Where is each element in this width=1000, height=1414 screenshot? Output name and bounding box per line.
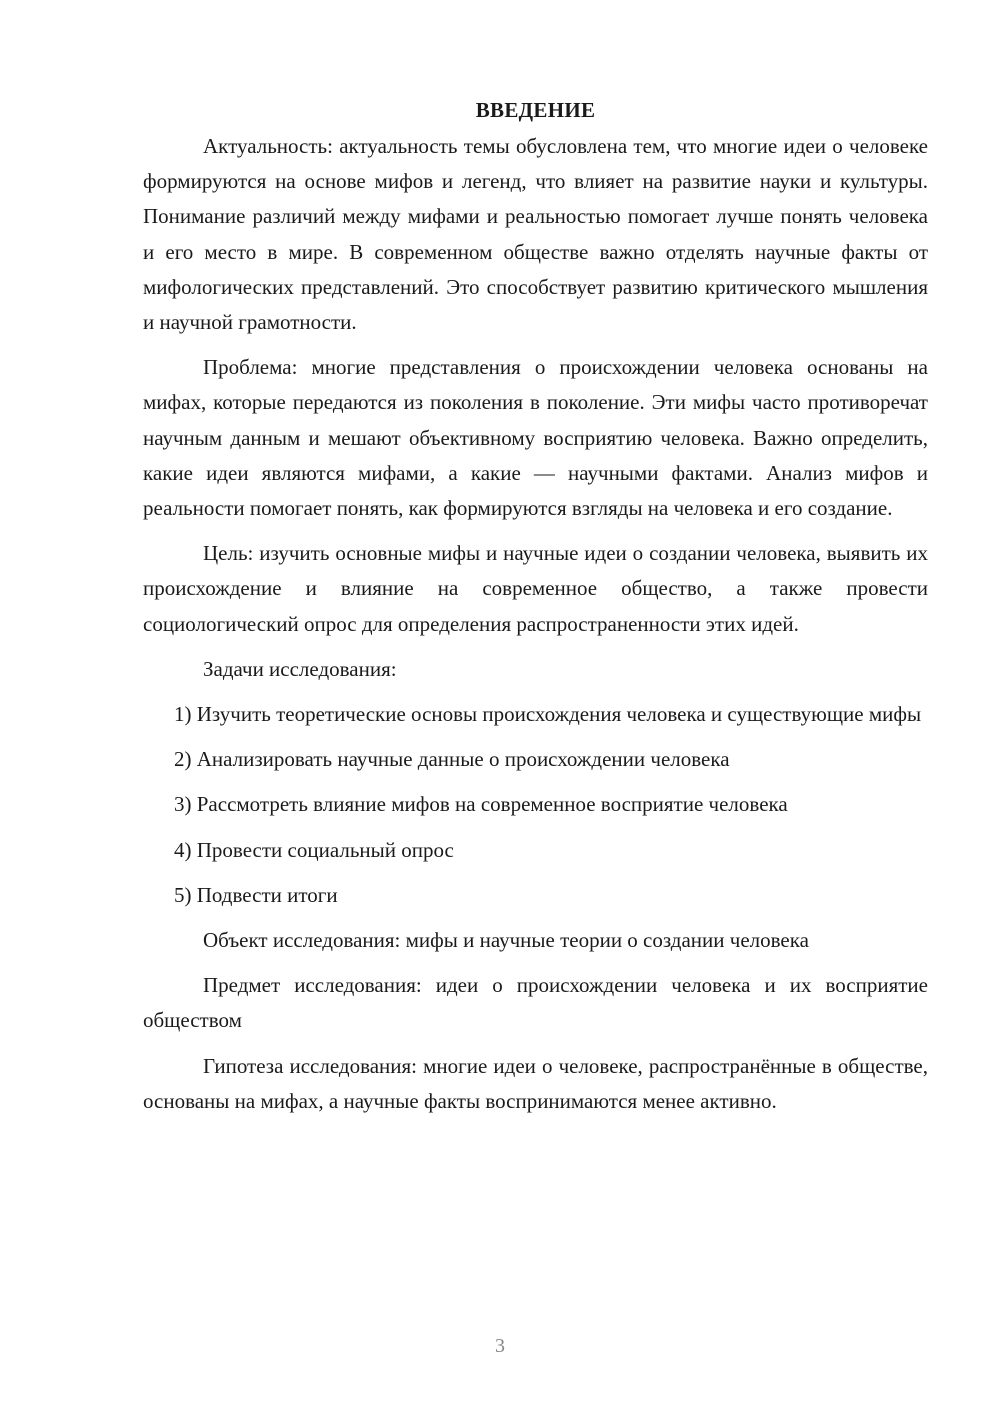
task-item: 2) Анализировать научные данные о происхождении человека <box>174 747 730 772</box>
task-item: 4) Провести социальный опрос <box>174 837 454 862</box>
problem-paragraph: Проблема: многие представления о происхождении человека основаны на мифах, которые передаются из поколения в поколение. Эти мифы часто противоречат научным данным и мешают объективному восприятию человека. Важно определить, какие идеи являются мифами, а какие — научными фактами. Анализ мифов и реальности помогает понять, как формируются взгляды на человека и его создание. <box>143 355 928 521</box>
relevance-paragraph: Актуальность: актуальность темы обусловлена тем, что многие идеи о человеке формируются на основе мифов и легенд, что влияет на развитие науки и культуры. Понимание различий между мифами и реальностью помогает лучше понять человека и его место в мире. В современном обществе важно отделять научные факты от мифологических представлений. Это способствует развитию критического мышления и научной грамотности. <box>143 134 928 335</box>
task-item: 1) Изучить теоретические основы происхождения человека и существующие мифы <box>174 702 922 727</box>
tasks-heading: Задачи исследования: <box>203 656 397 681</box>
object-paragraph: Объект исследования: мифы и научные теории о создании человека <box>203 928 809 953</box>
subject-paragraph: Предмет исследования: идеи о происхождении человека и их восприятие обществом <box>143 973 928 1033</box>
task-item: 3) Рассмотреть влияние мифов на современное восприятие человека <box>174 792 788 817</box>
section-title: ВВЕДЕНИЕ <box>475 98 596 122</box>
hypothesis-paragraph: Гипотеза исследования: многие идеи о человеке, распространённые в обществе, основаны на мифах, а научные факты воспринимаются менее активно. <box>143 1053 928 1113</box>
goal-paragraph: Цель: изучить основные мифы и научные идеи о создании человека, выявить их происхождение и влияние на современное общество, а также провести социологический опрос для определения распространенности этих идей. <box>143 541 928 636</box>
document-page <box>143 92 928 1129</box>
task-item: 5) Подвести итоги <box>174 882 338 907</box>
page-number: 3 <box>495 1335 505 1357</box>
tasks-list <box>143 697 928 913</box>
